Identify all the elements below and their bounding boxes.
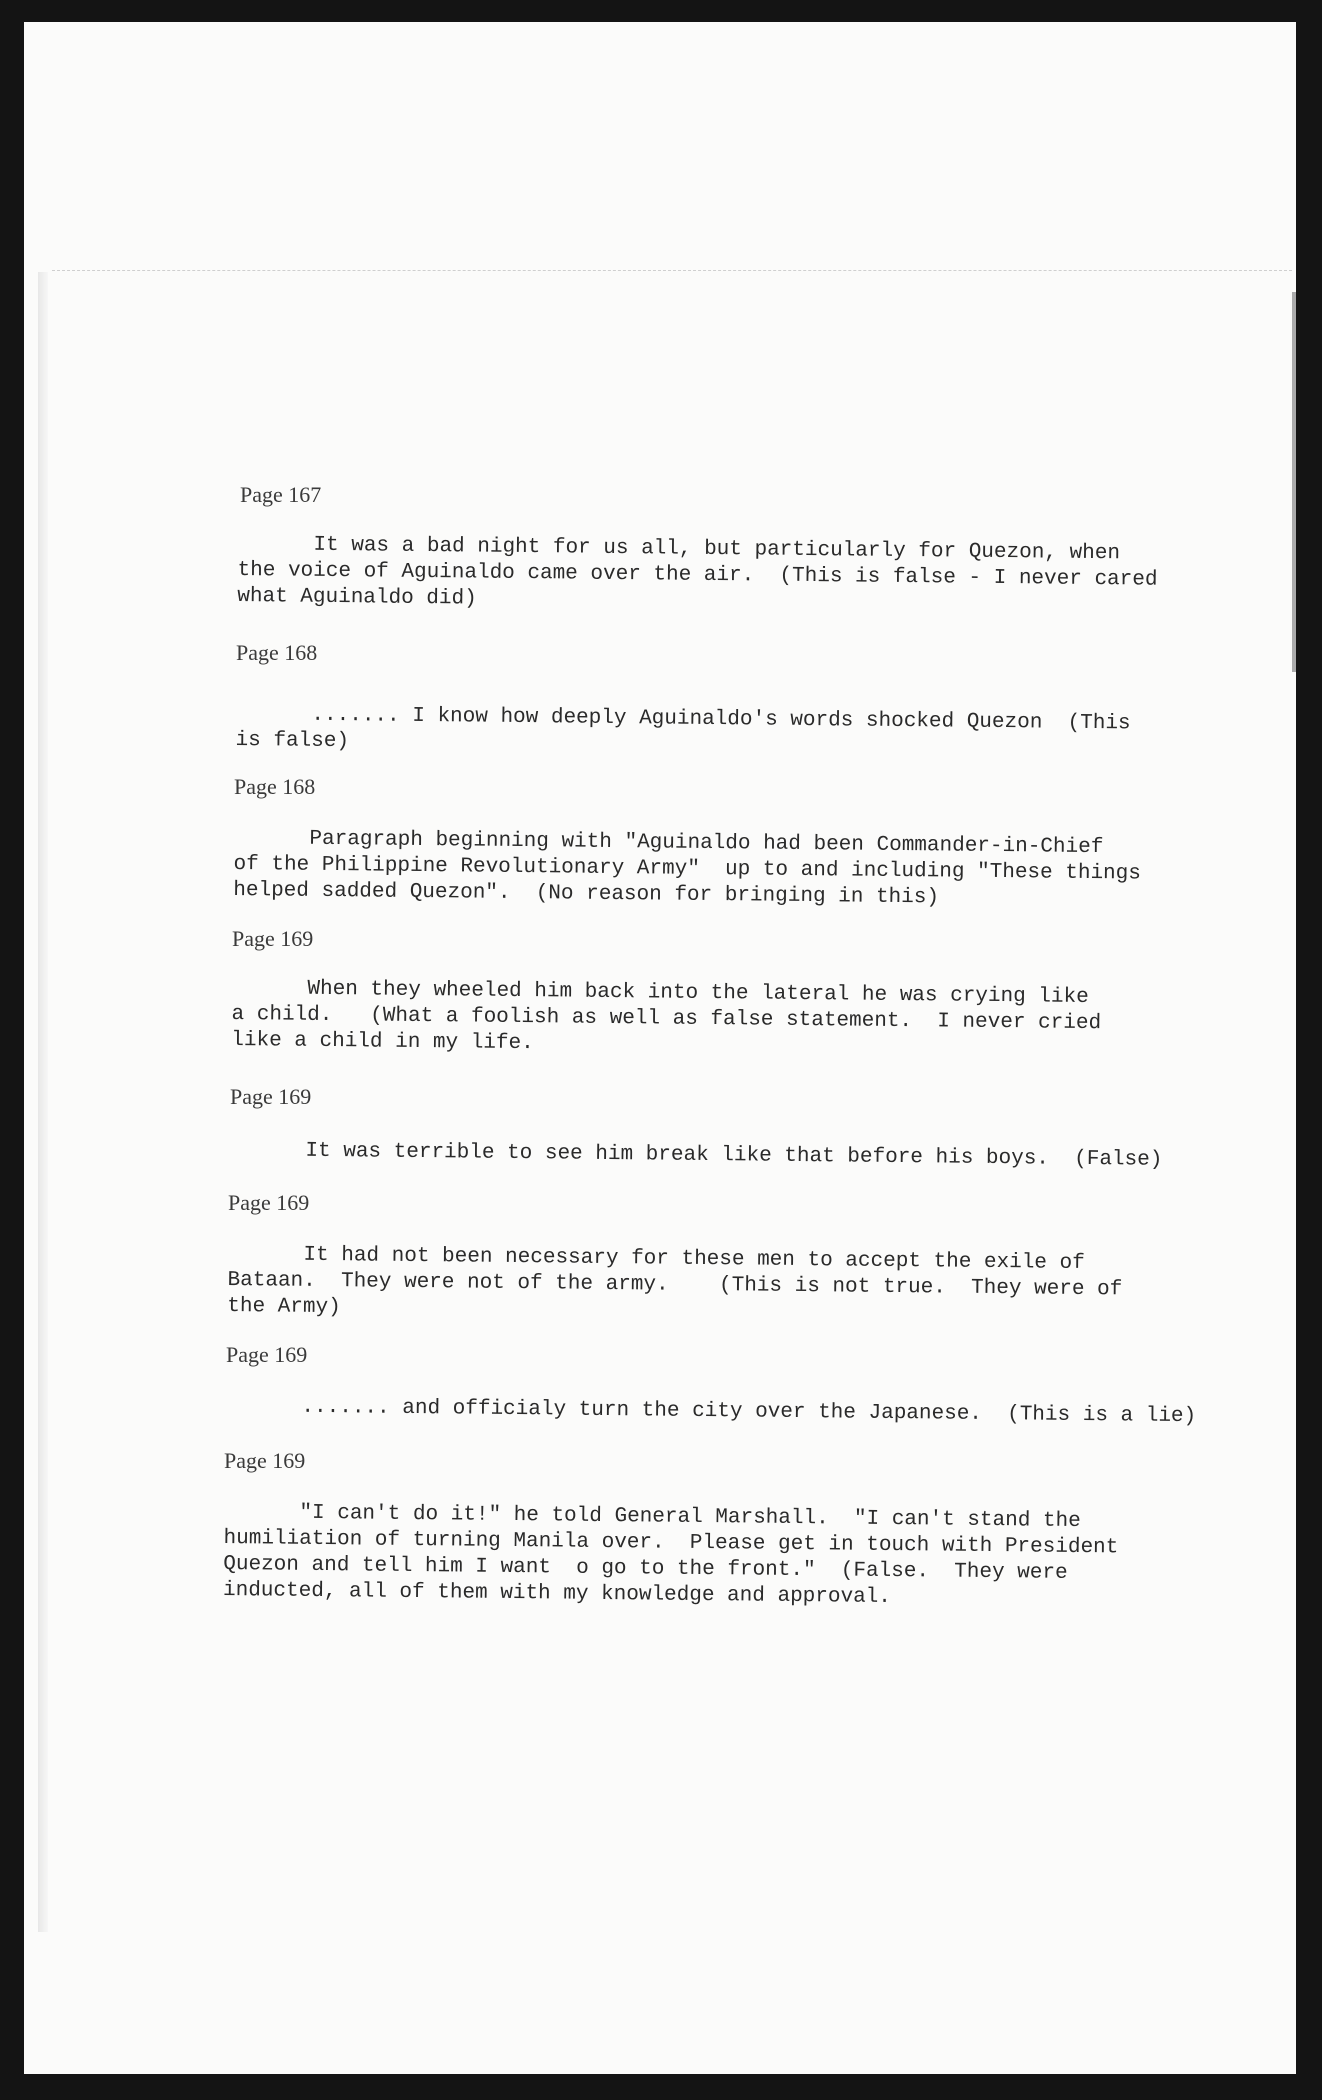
page-reference: Page 169 [230, 1084, 312, 1109]
note-line: When they wheeled him back into the lateral he was crying like [231, 976, 1089, 1009]
note-paragraph [227, 1242, 1123, 1329]
note-paragraph [235, 702, 1130, 763]
page-reference: Page 169 [228, 1190, 310, 1215]
page-reference: Page 168 [234, 774, 316, 799]
note-line: inducted, all of them with my knowledge and approval. [222, 1578, 892, 1609]
note-paragraph [230, 1138, 1163, 1174]
note-line: ....... and officialy turn the city over the Japanese. (This is a lie) [225, 1395, 1197, 1429]
note-line: Paragraph beginning with "Aguinaldo had been Commander-in-Chief [233, 826, 1104, 860]
note-line: like a child in my life. [231, 1028, 534, 1056]
note-line: Quezon and tell him I want o go to the front." (False. They were [223, 1552, 1068, 1585]
note-line: It was terrible to see him break like that before his boys. (False) [229, 1139, 1163, 1172]
page-reference: Page 169 [224, 1448, 306, 1473]
note-line: humiliation of turning Manila over. Please get in touch with President [223, 1526, 1119, 1560]
note-paragraph [237, 532, 1158, 620]
note-line: ....... I know how deeply Aguinaldo's words shocked Quezon (This [235, 702, 1131, 736]
page-reference: Page 168 [236, 640, 318, 665]
page-reference: Page 167 [240, 482, 322, 507]
note-line: "I can't do it!" he told General Marshall. "I can't stand the [223, 1501, 1081, 1533]
note-line: It had not been necessary for these men to accept the exile of [227, 1243, 1085, 1275]
page-reference: Page 169 [232, 926, 314, 951]
note-line: is false) [235, 728, 350, 754]
page-reference: Page 169 [226, 1342, 308, 1367]
note-line: the voice of Aguinaldo came over the air. (This is false - I never cared [237, 558, 1158, 592]
note-paragraph [231, 976, 1101, 1063]
note-paragraph [233, 826, 1141, 913]
note-line: Bataan. They were not of the army. (This is not true. They were of [227, 1268, 1123, 1302]
note-line: helped sadded Quezon". (No reason for bringing in this) [233, 878, 940, 910]
note-line: what Aguinaldo did) [237, 584, 477, 611]
typed-notes [24, 22, 1296, 2074]
note-paragraph [226, 1394, 1197, 1430]
note-line: the Army) [227, 1294, 341, 1320]
note-line: It was a bad night for us all, but particularly for Quezon, when [237, 532, 1121, 566]
note-paragraph [223, 1500, 1119, 1613]
note-line: of the Philippine Revolutionary Army" up to and including "These things [233, 852, 1142, 886]
note-line: a child. (What a foolish as well as false statement. I never cried [231, 1002, 1102, 1036]
document-page [24, 22, 1296, 2074]
